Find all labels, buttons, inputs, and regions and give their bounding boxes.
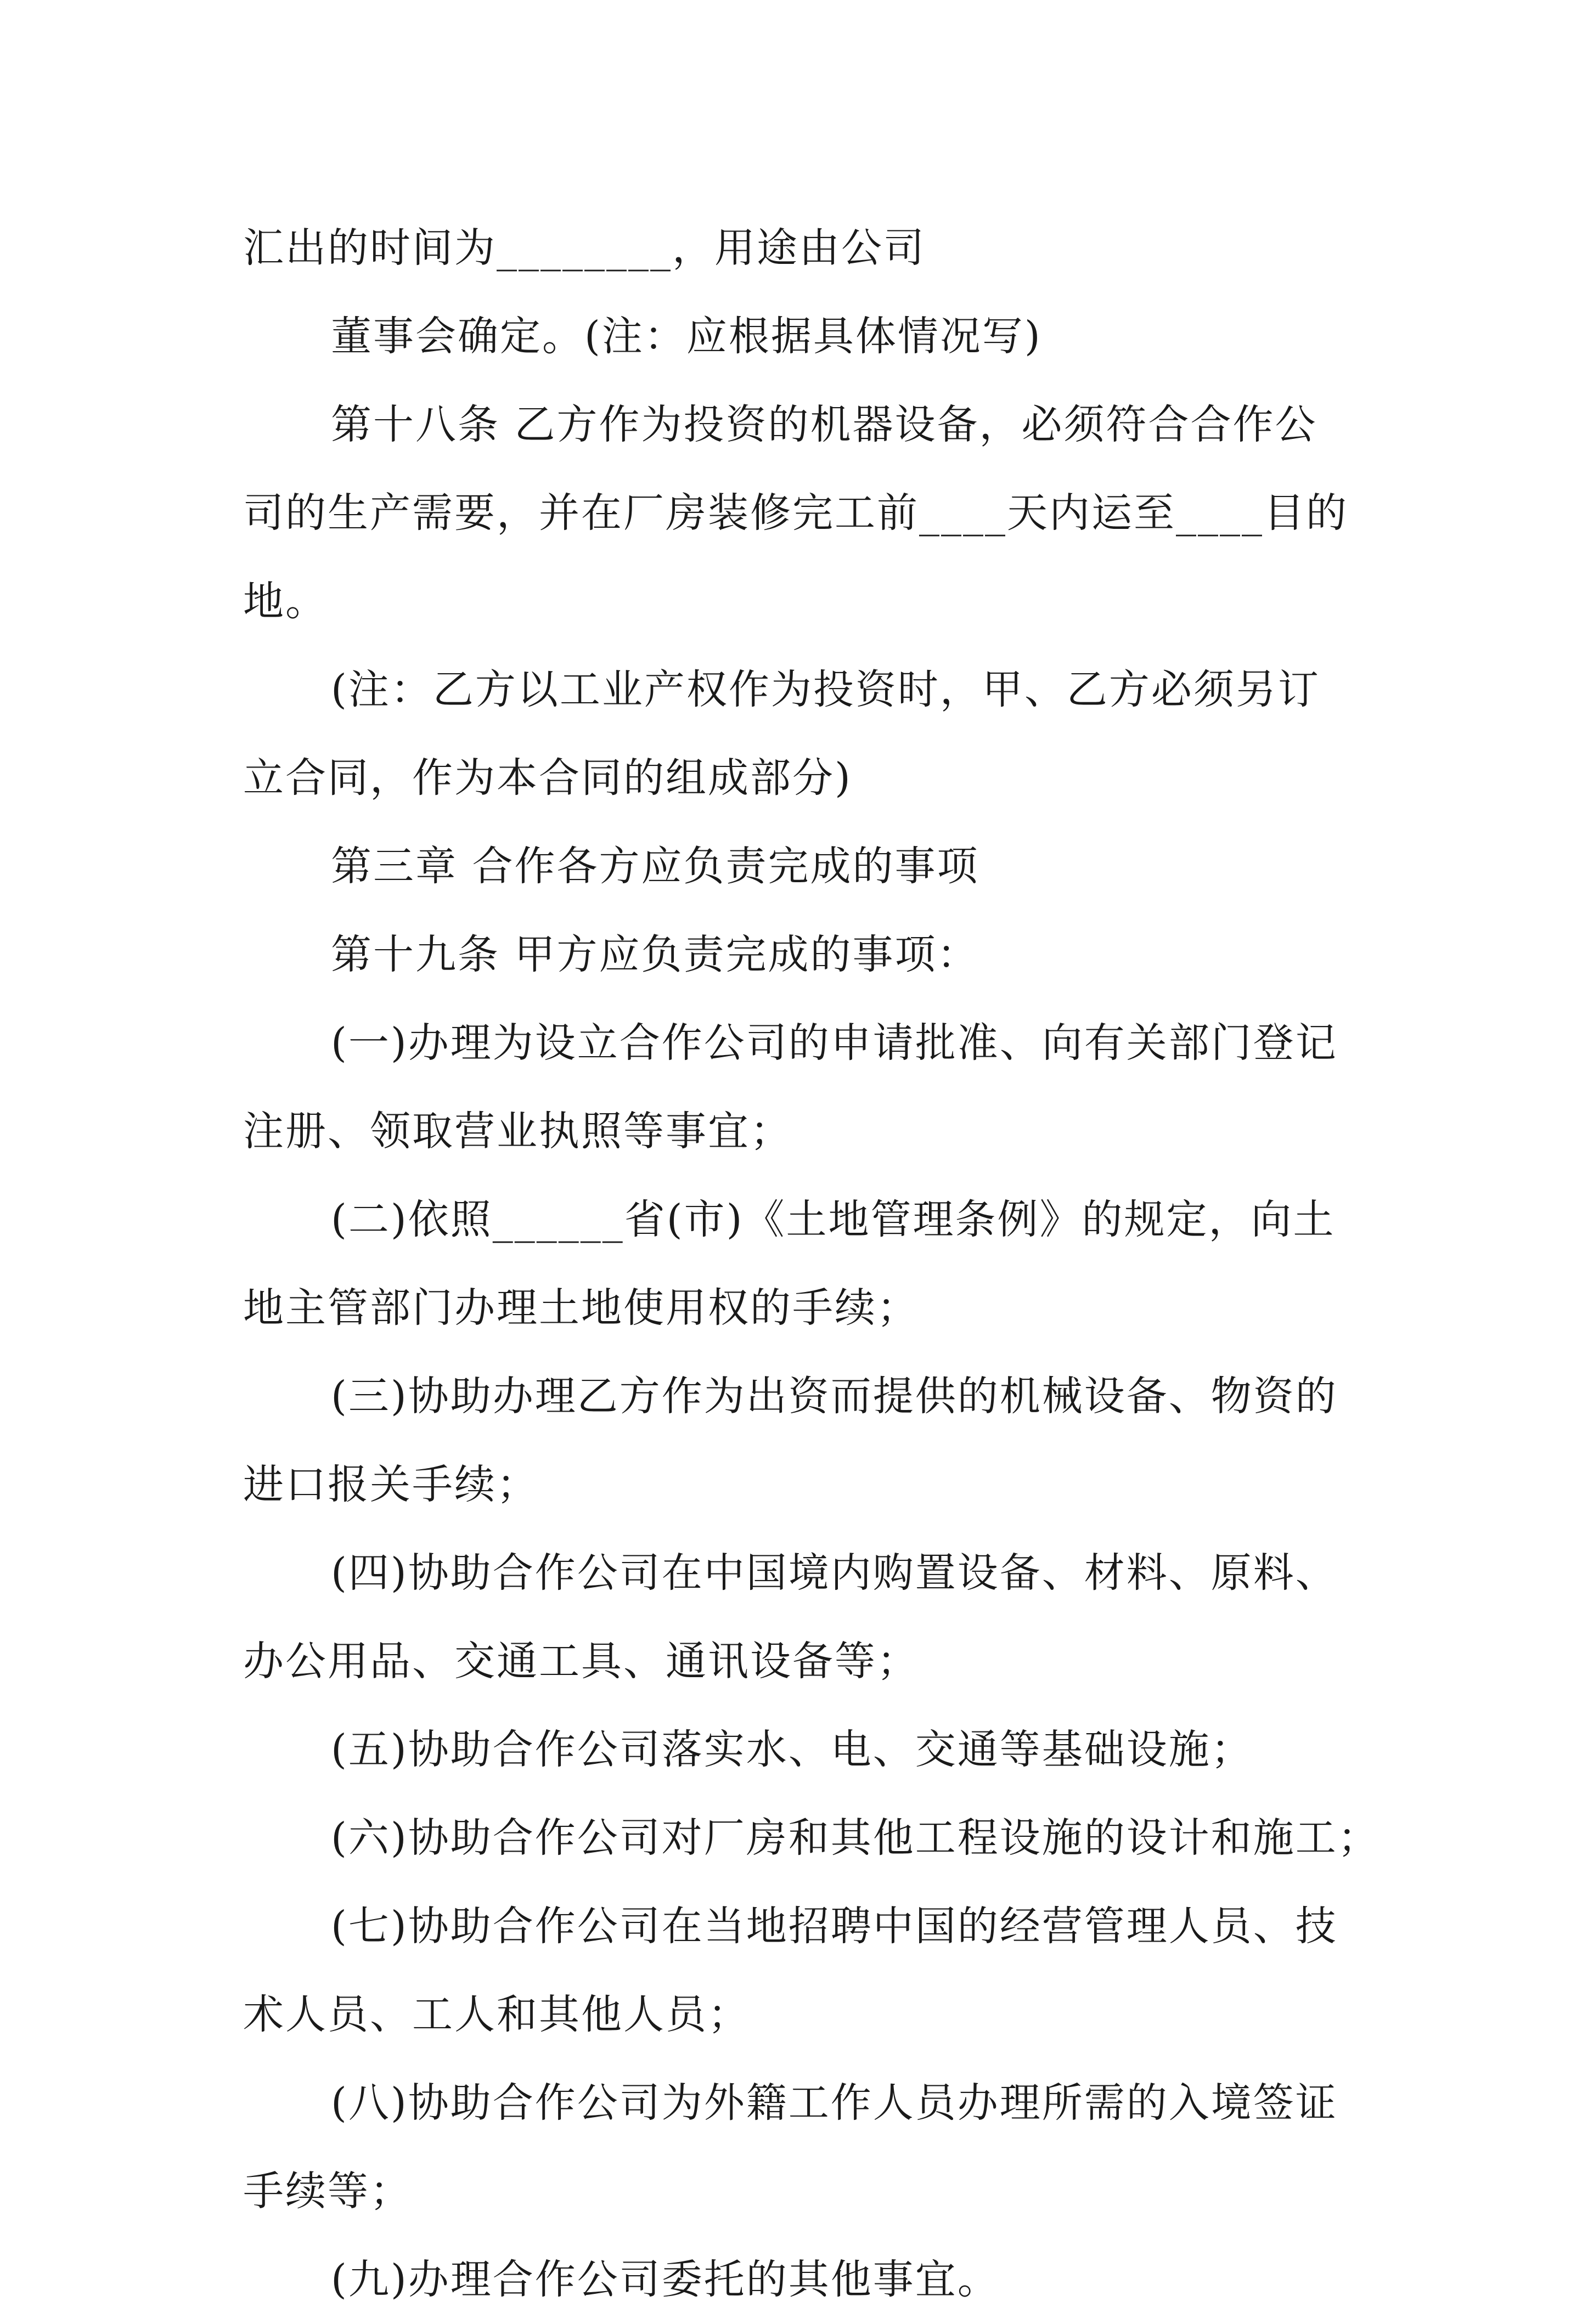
text-line: 手续等； [243, 2168, 412, 2215]
text-line: 术人员、工人和其他人员； [243, 1991, 750, 2038]
text-line: 地主管部门办理土地使用权的手续； [243, 1284, 919, 1332]
list-item-5: (五)协助合作公司落实水、电、交通等基础设施； [331, 1726, 1253, 1773]
article-18-heading: 第十八条 乙方作为投资的机器设备，必须符合合作公 [331, 401, 1317, 448]
list-item-4: (四)协助合作公司在中国境内购置设备、材料、原料、 [331, 1549, 1338, 1597]
document-body [243, 204, 1380, 2324]
text-line: 立合同，作为本合同的组成部分) [243, 754, 852, 802]
article-19-heading: 第十九条 甲方应负责完成的事项： [331, 931, 979, 978]
list-item-7: (七)协助合作公司在当地招聘中国的经营管理人员、技 [331, 1903, 1338, 1950]
list-item-2: (二)依照______省(市)《土地管理条例》的规定，向土 [331, 1196, 1336, 1243]
note-line: (注：乙方以工业产权作为投资时，甲、乙方必须另订 [331, 666, 1320, 713]
text-line: 地。 [243, 578, 328, 625]
text-line: 办公用品、交通工具、通讯设备等； [243, 1638, 919, 1685]
text-line: 司的生产需要，并在厂房装修完工前____天内运至____目的 [243, 489, 1348, 537]
list-item-9: (九)办理合作公司委托的其他事宜。 [331, 2256, 1000, 2303]
list-item-1: (一)办理为设立合作公司的申请批准、向有关部门登记 [331, 1019, 1338, 1067]
text-line: 进口报关手续； [243, 1461, 539, 1508]
text-line: 汇出的时间为________，用途由公司 [243, 224, 926, 272]
list-item-6: (六)协助合作公司对厂房和其他工程设施的设计和施工； [331, 1814, 1380, 1862]
list-item-3: (三)协助办理乙方作为出资而提供的机械设备、物资的 [331, 1373, 1338, 1420]
text-line: 董事会确定。(注：应根据具体情况写) [331, 313, 1042, 360]
text-line: 注册、领取营业执照等事宜； [243, 1108, 792, 1155]
list-item-8: (八)协助合作公司为外籍工作人员办理所需的入境签证 [331, 2079, 1338, 2126]
chapter-3-heading: 第三章 合作各方应负责完成的事项 [331, 843, 979, 890]
